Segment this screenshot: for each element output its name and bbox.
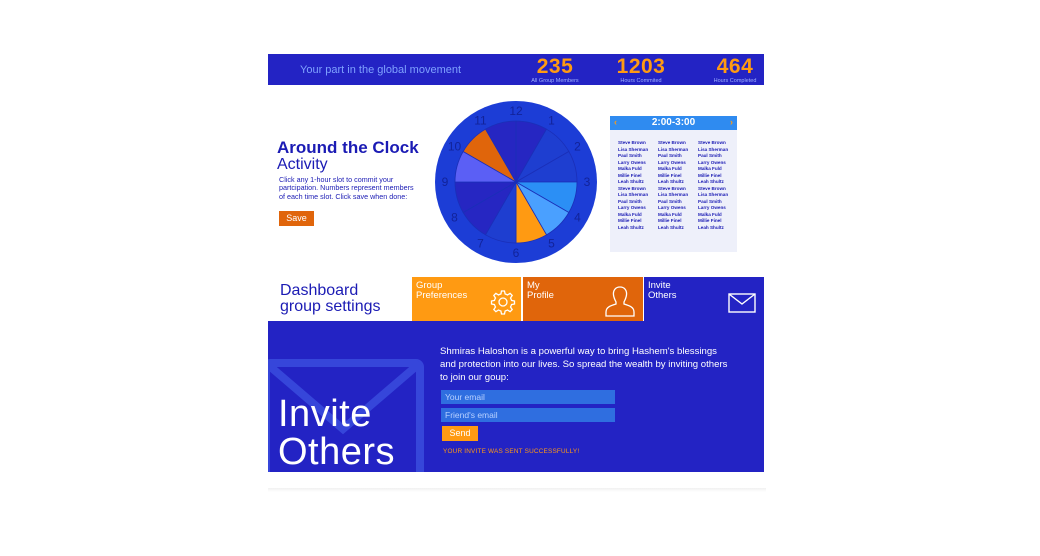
friend-email-field[interactable] xyxy=(441,408,615,422)
dashboard-title-line1: Dashboard xyxy=(280,282,359,299)
clock-hour-label: 4 xyxy=(574,210,581,225)
tile-group-preferences[interactable] xyxy=(412,277,521,321)
member-name: Larry Owens xyxy=(618,205,646,210)
clock-hour-label: 8 xyxy=(451,210,458,225)
dashboard-nav xyxy=(268,277,764,321)
tile-label-line1: My xyxy=(527,280,540,291)
chevron-left-icon[interactable]: ‹ xyxy=(614,117,617,127)
time-slot-panel xyxy=(610,116,737,252)
member-name: Malka Fuld xyxy=(698,211,722,217)
member-name: Steve Brown xyxy=(618,140,646,145)
member-name: Leah Shultz xyxy=(618,224,644,230)
envelope-icon xyxy=(728,293,756,313)
invite-description: Shmiras Haloshon is a powerful way to bring Hashem's blessings and protection into our lives. So spread the wealth by inviting others to join our goup: xyxy=(440,346,728,383)
member-name: Lisa Sherman xyxy=(698,146,729,152)
dashboard-title-line2: group settings xyxy=(280,298,381,315)
clock-hour-label: 5 xyxy=(548,236,555,251)
member-name: Steve Brown xyxy=(618,185,646,191)
member-name: Lisa Sherman xyxy=(658,146,689,152)
clock-hour-label: 12 xyxy=(509,104,523,118)
member-name: Larry Owens xyxy=(658,159,686,165)
member-name: Malka Fuld xyxy=(658,211,682,217)
gear-icon xyxy=(490,289,516,315)
clock-hour-label: 10 xyxy=(447,139,462,154)
member-name: Malka Fuld xyxy=(618,211,642,217)
invite-heading xyxy=(278,395,395,471)
clock-section xyxy=(268,85,764,277)
clock-hour-label: 9 xyxy=(441,175,449,189)
invite-section xyxy=(268,321,764,472)
member-name: Lisa Sherman xyxy=(698,192,729,197)
member-name: Larry Owens xyxy=(618,159,646,165)
tile-label-line2: Preferences xyxy=(416,290,468,301)
tile-label-line1: Invite xyxy=(648,280,671,291)
send-button[interactable]: Send xyxy=(442,426,478,441)
member-name: Leah Shultz xyxy=(618,179,644,184)
member-name: Lisa Sherman xyxy=(618,192,649,197)
member-name: Lisa Sherman xyxy=(658,192,689,197)
dashboard-title xyxy=(268,277,410,321)
member-name: Paul Smith xyxy=(698,198,722,204)
member-name: Steve Brown xyxy=(698,140,726,145)
member-name: Paul Smith xyxy=(658,198,682,204)
member-name: Larry Owens xyxy=(698,205,726,210)
stat-value: 235 xyxy=(536,55,574,78)
clock-description: Click any 1-hour slot to commit your partcipation. Numbers represent members of each time slot. Click save when done: xyxy=(279,175,414,201)
chevron-right-icon[interactable]: › xyxy=(730,117,733,127)
stat-value: 464 xyxy=(716,55,754,78)
clock-hour-label: 7 xyxy=(477,236,484,251)
member-name: Malka Fuld xyxy=(658,166,682,171)
member-name: Paul Smith xyxy=(698,153,722,158)
header-tagline: Your part in the global movement xyxy=(300,64,462,76)
time-slot-bar xyxy=(610,116,737,130)
success-message: YOUR INVITE WAS SENT SUCCESSFULLY! xyxy=(443,448,580,455)
member-name: Millie Finel xyxy=(658,172,682,178)
member-name: Paul Smith xyxy=(618,198,642,204)
invite-heading-line1: Invite xyxy=(278,393,372,435)
stat-group-members xyxy=(522,56,588,84)
clock-hour-label: 2 xyxy=(574,139,581,154)
clock-hour-label: 6 xyxy=(512,246,520,260)
tile-label-line1: Group xyxy=(416,280,443,291)
member-name: Larry Owens xyxy=(698,159,726,165)
your-email-field[interactable] xyxy=(441,390,615,404)
member-name: Leah Shultz xyxy=(658,179,684,184)
member-name: Steve Brown xyxy=(658,185,686,191)
member-name: Steve Brown xyxy=(658,140,686,145)
invite-heading-line2: Others xyxy=(278,431,396,472)
stat-hours-completed xyxy=(702,56,768,84)
stat-label: Hours Completed xyxy=(713,78,757,84)
names-column xyxy=(618,140,654,231)
member-name: Leah Shultz xyxy=(698,224,724,230)
member-name: Larry Owens xyxy=(658,205,686,210)
member-name: Malka Fuld xyxy=(618,166,642,171)
member-name: Lisa Sherman xyxy=(618,146,649,152)
clock-title: Around the Clock xyxy=(277,138,419,157)
member-name: Malka Fuld xyxy=(698,166,722,171)
member-name: Millie Finel xyxy=(698,218,722,223)
page-divider xyxy=(268,488,766,492)
clock-subtitle: Activity xyxy=(277,156,328,173)
member-name: Paul Smith xyxy=(658,153,682,158)
member-name: Leah Shultz xyxy=(698,179,724,184)
member-name: Paul Smith xyxy=(618,153,642,158)
tile-label-line2: Others xyxy=(648,290,677,301)
activity-clock xyxy=(434,100,598,264)
clock-hour-label: 1 xyxy=(548,113,555,128)
tile-invite-others[interactable] xyxy=(644,277,764,321)
stat-hours-committed xyxy=(608,56,674,84)
names-column xyxy=(698,140,734,231)
names-column xyxy=(658,140,694,231)
clock-hour-label: 3 xyxy=(583,175,591,189)
tile-my-profile[interactable] xyxy=(523,277,643,321)
stat-label: Hours Commited xyxy=(620,78,662,84)
member-name: Millie Finel xyxy=(618,218,642,223)
stat-value: 1203 xyxy=(616,55,666,78)
stat-label: All Group Members xyxy=(531,78,579,84)
member-name: Leah Shultz xyxy=(658,224,684,230)
member-name: Millie Finel xyxy=(658,218,682,223)
user-icon xyxy=(603,285,637,318)
save-button[interactable]: Save xyxy=(279,211,314,226)
app-window xyxy=(268,54,764,472)
clock-hour-label: 11 xyxy=(474,113,487,128)
stats-header xyxy=(268,54,764,85)
tile-label-line2: Profile xyxy=(527,290,554,301)
member-name: Millie Finel xyxy=(698,172,722,178)
member-name: Steve Brown xyxy=(698,185,726,191)
time-slot-label: 2:00-3:00 xyxy=(651,117,696,128)
member-name: Millie Finel xyxy=(618,172,642,178)
